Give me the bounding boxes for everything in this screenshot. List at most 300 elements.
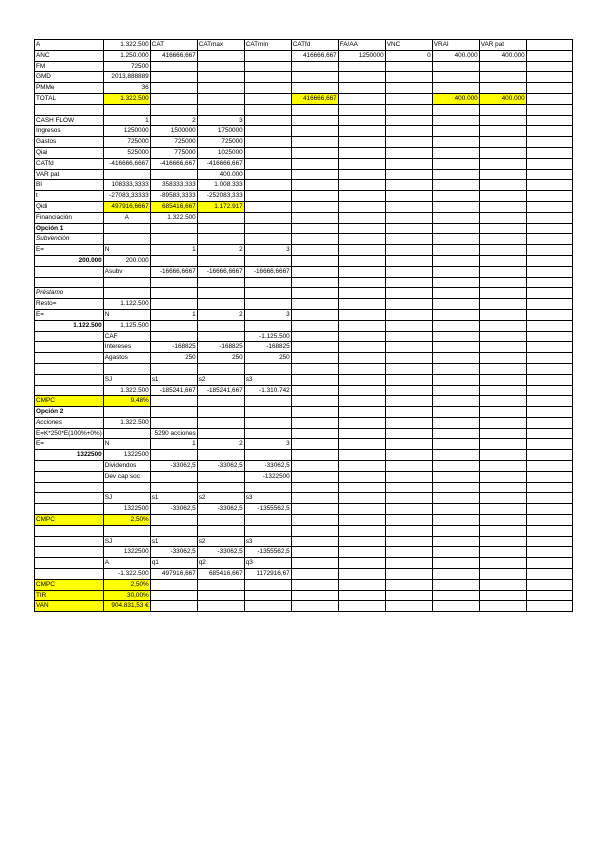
sheet-cell[interactable] <box>197 223 244 234</box>
sheet-cell[interactable] <box>526 288 572 299</box>
sheet-cell[interactable] <box>526 277 572 288</box>
sheet-cell[interactable]: 1322500 <box>103 504 150 515</box>
sheet-cell[interactable]: 1 <box>150 309 197 320</box>
sheet-cell[interactable] <box>526 601 572 612</box>
sheet-cell[interactable] <box>291 374 338 385</box>
sheet-cell[interactable] <box>244 255 291 266</box>
sheet-cell[interactable] <box>150 234 197 245</box>
sheet-cell[interactable] <box>479 137 526 148</box>
sheet-cell[interactable] <box>479 126 526 137</box>
sheet-cell[interactable] <box>291 504 338 515</box>
sheet-cell[interactable]: -16666,6667 <box>150 266 197 277</box>
sheet-cell[interactable] <box>526 385 572 396</box>
sheet-cell[interactable]: -168825 <box>150 342 197 353</box>
sheet-cell[interactable]: 250 <box>197 353 244 364</box>
sheet-cell[interactable] <box>197 428 244 439</box>
sheet-cell[interactable] <box>197 83 244 94</box>
sheet-cell[interactable] <box>432 601 479 612</box>
sheet-cell[interactable] <box>150 450 197 461</box>
sheet-cell[interactable]: q2 <box>197 558 244 569</box>
sheet-cell[interactable] <box>244 590 291 601</box>
sheet-cell[interactable]: CAT <box>150 40 197 51</box>
sheet-cell[interactable]: 725000 <box>103 137 150 148</box>
sheet-cell[interactable] <box>526 320 572 331</box>
sheet-cell[interactable] <box>385 104 432 115</box>
sheet-cell[interactable] <box>35 482 104 493</box>
sheet-cell[interactable]: 1.125.500 <box>103 320 150 331</box>
sheet-cell[interactable] <box>35 536 104 547</box>
sheet-cell[interactable] <box>385 320 432 331</box>
sheet-cell[interactable]: 400.000 <box>479 50 526 61</box>
sheet-cell[interactable]: t <box>35 191 104 202</box>
sheet-cell[interactable] <box>150 601 197 612</box>
sheet-cell[interactable] <box>432 504 479 515</box>
sheet-cell[interactable] <box>150 223 197 234</box>
sheet-cell[interactable] <box>291 158 338 169</box>
sheet-cell[interactable]: -252083,333 <box>197 191 244 202</box>
sheet-cell[interactable] <box>35 461 104 472</box>
sheet-cell[interactable] <box>526 180 572 191</box>
sheet-cell[interactable]: 1 <box>150 245 197 256</box>
sheet-cell[interactable] <box>244 299 291 310</box>
sheet-cell[interactable] <box>35 374 104 385</box>
sheet-cell[interactable]: SJ <box>103 536 150 547</box>
sheet-cell[interactable] <box>479 266 526 277</box>
sheet-cell[interactable] <box>526 158 572 169</box>
sheet-cell[interactable]: 1500000 <box>150 126 197 137</box>
sheet-cell[interactable] <box>338 223 385 234</box>
sheet-cell[interactable] <box>197 50 244 61</box>
sheet-cell[interactable] <box>291 331 338 342</box>
sheet-cell[interactable] <box>338 601 385 612</box>
sheet-cell[interactable] <box>526 191 572 202</box>
sheet-cell[interactable] <box>197 590 244 601</box>
sheet-cell[interactable]: CATmin <box>244 40 291 51</box>
sheet-cell[interactable]: E=K*250*E(100%+0%) <box>35 428 104 439</box>
sheet-cell[interactable]: 1.008.333 <box>197 180 244 191</box>
sheet-cell[interactable] <box>479 61 526 72</box>
sheet-cell[interactable] <box>432 158 479 169</box>
sheet-cell[interactable] <box>432 72 479 83</box>
sheet-cell[interactable]: CMPC <box>35 396 104 407</box>
sheet-cell[interactable] <box>103 169 150 180</box>
sheet-cell[interactable]: 3 <box>197 115 244 126</box>
sheet-cell[interactable] <box>244 223 291 234</box>
sheet-cell[interactable]: CATfd <box>291 40 338 51</box>
sheet-cell[interactable] <box>432 396 479 407</box>
sheet-cell[interactable]: Qiai <box>35 147 104 158</box>
sheet-cell[interactable]: 685416,667 <box>150 201 197 212</box>
sheet-cell[interactable] <box>291 180 338 191</box>
sheet-cell[interactable] <box>291 493 338 504</box>
sheet-cell[interactable] <box>432 363 479 374</box>
sheet-cell[interactable]: 525000 <box>103 147 150 158</box>
sheet-cell[interactable] <box>385 536 432 547</box>
sheet-cell[interactable] <box>150 320 197 331</box>
sheet-cell[interactable] <box>526 115 572 126</box>
sheet-cell[interactable]: -1.322.500 <box>103 569 150 580</box>
sheet-cell[interactable] <box>432 201 479 212</box>
sheet-cell[interactable]: 1.172.917 <box>197 201 244 212</box>
sheet-cell[interactable] <box>244 363 291 374</box>
sheet-cell[interactable] <box>432 558 479 569</box>
sheet-cell[interactable] <box>150 255 197 266</box>
sheet-cell[interactable] <box>338 482 385 493</box>
sheet-cell[interactable] <box>244 277 291 288</box>
sheet-cell[interactable]: Resto= <box>35 299 104 310</box>
sheet-cell[interactable] <box>338 320 385 331</box>
sheet-cell[interactable] <box>432 320 479 331</box>
sheet-cell[interactable]: 1250000 <box>103 126 150 137</box>
sheet-cell[interactable] <box>479 569 526 580</box>
sheet-cell[interactable] <box>479 223 526 234</box>
sheet-cell[interactable] <box>385 569 432 580</box>
sheet-cell[interactable]: 400.000 <box>197 169 244 180</box>
sheet-cell[interactable] <box>479 255 526 266</box>
sheet-cell[interactable]: s1 <box>150 536 197 547</box>
sheet-cell[interactable] <box>432 180 479 191</box>
sheet-cell[interactable] <box>479 342 526 353</box>
sheet-cell[interactable] <box>526 104 572 115</box>
sheet-cell[interactable] <box>526 93 572 104</box>
sheet-cell[interactable] <box>385 158 432 169</box>
sheet-cell[interactable] <box>432 385 479 396</box>
sheet-cell[interactable] <box>385 342 432 353</box>
sheet-cell[interactable] <box>479 601 526 612</box>
sheet-cell[interactable] <box>197 396 244 407</box>
sheet-cell[interactable] <box>479 417 526 428</box>
sheet-cell[interactable] <box>291 147 338 158</box>
sheet-cell[interactable]: Subvención <box>35 234 104 245</box>
sheet-cell[interactable] <box>526 342 572 353</box>
sheet-cell[interactable] <box>338 471 385 482</box>
sheet-cell[interactable] <box>35 353 104 364</box>
sheet-cell[interactable] <box>291 428 338 439</box>
sheet-cell[interactable] <box>150 72 197 83</box>
sheet-cell[interactable]: 2,50% <box>103 515 150 526</box>
sheet-cell[interactable] <box>385 126 432 137</box>
sheet-cell[interactable] <box>291 471 338 482</box>
sheet-cell[interactable] <box>526 309 572 320</box>
sheet-cell[interactable]: 250 <box>150 353 197 364</box>
sheet-cell[interactable]: 1 <box>150 439 197 450</box>
sheet-cell[interactable]: CAF <box>103 331 150 342</box>
sheet-cell[interactable] <box>385 374 432 385</box>
sheet-cell[interactable] <box>291 288 338 299</box>
sheet-cell[interactable] <box>150 288 197 299</box>
sheet-cell[interactable] <box>526 493 572 504</box>
sheet-cell[interactable] <box>197 72 244 83</box>
sheet-cell[interactable] <box>338 504 385 515</box>
sheet-cell[interactable] <box>338 396 385 407</box>
sheet-cell[interactable] <box>479 104 526 115</box>
sheet-cell[interactable] <box>385 266 432 277</box>
sheet-cell[interactable]: N <box>103 309 150 320</box>
sheet-cell[interactable] <box>197 320 244 331</box>
sheet-cell[interactable] <box>385 407 432 418</box>
sheet-cell[interactable] <box>150 579 197 590</box>
sheet-cell[interactable]: 725000 <box>197 137 244 148</box>
sheet-cell[interactable] <box>291 191 338 202</box>
sheet-cell[interactable]: 3 <box>244 309 291 320</box>
sheet-cell[interactable] <box>526 137 572 148</box>
sheet-cell[interactable] <box>338 115 385 126</box>
sheet-cell[interactable] <box>197 515 244 526</box>
sheet-cell[interactable] <box>197 299 244 310</box>
sheet-cell[interactable] <box>291 450 338 461</box>
sheet-cell[interactable]: 108333,3333 <box>103 180 150 191</box>
sheet-cell[interactable] <box>35 493 104 504</box>
sheet-cell[interactable]: 200.000 <box>103 255 150 266</box>
sheet-cell[interactable] <box>244 93 291 104</box>
sheet-cell[interactable] <box>197 450 244 461</box>
sheet-cell[interactable] <box>291 547 338 558</box>
sheet-cell[interactable]: 904.831,53 € <box>103 601 150 612</box>
sheet-cell[interactable] <box>338 93 385 104</box>
sheet-cell[interactable] <box>338 374 385 385</box>
sheet-cell[interactable]: 1025000 <box>197 147 244 158</box>
sheet-cell[interactable] <box>338 255 385 266</box>
sheet-cell[interactable]: 416666,667 <box>291 50 338 61</box>
sheet-cell[interactable] <box>479 158 526 169</box>
sheet-cell[interactable] <box>244 72 291 83</box>
sheet-cell[interactable]: 200.000 <box>35 255 104 266</box>
sheet-cell[interactable]: A <box>103 212 150 223</box>
sheet-cell[interactable] <box>385 147 432 158</box>
sheet-cell[interactable]: 725000 <box>150 137 197 148</box>
sheet-cell[interactable] <box>338 363 385 374</box>
sheet-cell[interactable]: N <box>103 439 150 450</box>
sheet-cell[interactable]: 2 <box>197 439 244 450</box>
sheet-cell[interactable] <box>338 525 385 536</box>
sheet-cell[interactable] <box>291 482 338 493</box>
sheet-cell[interactable]: -33062,5 <box>244 461 291 472</box>
sheet-cell[interactable] <box>103 428 150 439</box>
sheet-cell[interactable] <box>526 471 572 482</box>
sheet-cell[interactable] <box>35 504 104 515</box>
sheet-cell[interactable] <box>432 353 479 364</box>
sheet-cell[interactable] <box>385 212 432 223</box>
sheet-cell[interactable]: E= <box>35 309 104 320</box>
sheet-cell[interactable] <box>432 126 479 137</box>
sheet-cell[interactable] <box>197 407 244 418</box>
sheet-cell[interactable] <box>150 277 197 288</box>
sheet-cell[interactable]: 1.322.500 <box>103 417 150 428</box>
sheet-cell[interactable] <box>385 169 432 180</box>
sheet-cell[interactable] <box>291 277 338 288</box>
sheet-cell[interactable] <box>526 547 572 558</box>
sheet-cell[interactable] <box>479 201 526 212</box>
sheet-cell[interactable] <box>432 104 479 115</box>
sheet-cell[interactable] <box>291 223 338 234</box>
sheet-cell[interactable] <box>291 255 338 266</box>
sheet-cell[interactable]: Dev cap soc <box>103 471 150 482</box>
sheet-cell[interactable] <box>338 288 385 299</box>
sheet-cell[interactable] <box>244 147 291 158</box>
sheet-cell[interactable] <box>244 525 291 536</box>
sheet-cell[interactable]: 358333,333 <box>150 180 197 191</box>
sheet-cell[interactable] <box>244 234 291 245</box>
sheet-cell[interactable] <box>338 461 385 472</box>
sheet-cell[interactable] <box>385 115 432 126</box>
sheet-cell[interactable] <box>432 277 479 288</box>
sheet-cell[interactable] <box>526 504 572 515</box>
sheet-cell[interactable] <box>526 590 572 601</box>
sheet-cell[interactable] <box>526 299 572 310</box>
sheet-cell[interactable]: SJ <box>103 493 150 504</box>
sheet-cell[interactable]: 36 <box>103 83 150 94</box>
sheet-cell[interactable] <box>338 266 385 277</box>
sheet-cell[interactable] <box>338 277 385 288</box>
sheet-cell[interactable]: 3 <box>244 439 291 450</box>
sheet-cell[interactable] <box>197 601 244 612</box>
sheet-cell[interactable] <box>526 266 572 277</box>
sheet-cell[interactable]: SJ <box>103 374 150 385</box>
sheet-cell[interactable]: 2,50% <box>103 579 150 590</box>
sheet-cell[interactable] <box>432 223 479 234</box>
sheet-cell[interactable] <box>244 320 291 331</box>
sheet-cell[interactable] <box>526 83 572 94</box>
sheet-cell[interactable] <box>338 428 385 439</box>
sheet-cell[interactable]: s1 <box>150 493 197 504</box>
sheet-cell[interactable] <box>244 482 291 493</box>
sheet-cell[interactable]: 416666,667 <box>291 93 338 104</box>
sheet-cell[interactable] <box>479 331 526 342</box>
sheet-cell[interactable] <box>35 277 104 288</box>
sheet-cell[interactable] <box>338 547 385 558</box>
sheet-cell[interactable] <box>150 61 197 72</box>
sheet-cell[interactable] <box>150 299 197 310</box>
sheet-cell[interactable]: TIR <box>35 590 104 601</box>
sheet-cell[interactable] <box>35 385 104 396</box>
sheet-cell[interactable] <box>526 40 572 51</box>
sheet-cell[interactable]: -33062,5 <box>150 461 197 472</box>
sheet-cell[interactable]: 1750000 <box>197 126 244 137</box>
sheet-cell[interactable] <box>338 104 385 115</box>
sheet-cell[interactable] <box>526 126 572 137</box>
sheet-cell[interactable] <box>526 428 572 439</box>
sheet-cell[interactable] <box>150 331 197 342</box>
sheet-cell[interactable]: A <box>103 558 150 569</box>
sheet-cell[interactable] <box>526 536 572 547</box>
sheet-cell[interactable] <box>197 417 244 428</box>
sheet-cell[interactable] <box>432 428 479 439</box>
sheet-cell[interactable]: 1250000 <box>338 50 385 61</box>
sheet-cell[interactable] <box>103 525 150 536</box>
sheet-cell[interactable]: TOTAL <box>35 93 104 104</box>
sheet-cell[interactable] <box>479 245 526 256</box>
sheet-cell[interactable] <box>385 72 432 83</box>
sheet-cell[interactable] <box>291 515 338 526</box>
sheet-cell[interactable] <box>291 417 338 428</box>
sheet-cell[interactable] <box>244 428 291 439</box>
sheet-cell[interactable] <box>244 417 291 428</box>
sheet-cell[interactable] <box>432 147 479 158</box>
sheet-cell[interactable] <box>338 439 385 450</box>
sheet-cell[interactable] <box>479 579 526 590</box>
sheet-cell[interactable] <box>244 515 291 526</box>
sheet-cell[interactable] <box>244 407 291 418</box>
sheet-cell[interactable] <box>385 525 432 536</box>
sheet-cell[interactable] <box>526 363 572 374</box>
sheet-cell[interactable] <box>385 471 432 482</box>
sheet-cell[interactable] <box>197 93 244 104</box>
sheet-cell[interactable] <box>197 482 244 493</box>
sheet-cell[interactable] <box>526 50 572 61</box>
sheet-cell[interactable] <box>291 115 338 126</box>
sheet-cell[interactable] <box>35 525 104 536</box>
sheet-cell[interactable] <box>244 61 291 72</box>
sheet-cell[interactable] <box>291 320 338 331</box>
sheet-cell[interactable] <box>150 471 197 482</box>
sheet-cell[interactable] <box>432 374 479 385</box>
sheet-cell[interactable] <box>526 558 572 569</box>
sheet-cell[interactable] <box>385 137 432 148</box>
sheet-cell[interactable] <box>526 169 572 180</box>
sheet-cell[interactable] <box>291 212 338 223</box>
sheet-cell[interactable] <box>479 385 526 396</box>
sheet-cell[interactable] <box>291 169 338 180</box>
sheet-cell[interactable]: VRAI <box>432 40 479 51</box>
sheet-cell[interactable]: Opción 2 <box>35 407 104 418</box>
sheet-cell[interactable] <box>479 320 526 331</box>
sheet-cell[interactable]: -27083,33333 <box>103 191 150 202</box>
sheet-cell[interactable] <box>338 72 385 83</box>
sheet-cell[interactable] <box>150 525 197 536</box>
sheet-cell[interactable]: 400.000 <box>432 50 479 61</box>
sheet-cell[interactable] <box>197 363 244 374</box>
sheet-cell[interactable] <box>526 579 572 590</box>
sheet-cell[interactable] <box>526 515 572 526</box>
sheet-cell[interactable] <box>432 115 479 126</box>
sheet-cell[interactable]: 685416,667 <box>197 569 244 580</box>
sheet-cell[interactable] <box>432 309 479 320</box>
sheet-cell[interactable] <box>291 104 338 115</box>
sheet-cell[interactable] <box>479 212 526 223</box>
sheet-cell[interactable] <box>526 147 572 158</box>
sheet-cell[interactable] <box>197 331 244 342</box>
sheet-cell[interactable]: Gastos <box>35 137 104 148</box>
sheet-cell[interactable] <box>338 515 385 526</box>
sheet-cell[interactable]: CASH FLOW <box>35 115 104 126</box>
sheet-cell[interactable] <box>526 525 572 536</box>
sheet-cell[interactable]: E= <box>35 439 104 450</box>
sheet-cell[interactable]: -1.125.500 <box>244 331 291 342</box>
sheet-cell[interactable] <box>338 234 385 245</box>
sheet-cell[interactable]: -168825 <box>244 342 291 353</box>
sheet-cell[interactable] <box>291 579 338 590</box>
sheet-cell[interactable] <box>385 191 432 202</box>
sheet-cell[interactable]: 2013,888889 <box>103 72 150 83</box>
sheet-cell[interactable] <box>291 126 338 137</box>
sheet-cell[interactable] <box>479 353 526 364</box>
sheet-cell[interactable]: PMMe <box>35 83 104 94</box>
sheet-cell[interactable] <box>432 407 479 418</box>
sheet-cell[interactable] <box>385 417 432 428</box>
sheet-cell[interactable]: VAR pat <box>35 169 104 180</box>
sheet-cell[interactable] <box>291 569 338 580</box>
sheet-cell[interactable] <box>432 61 479 72</box>
sheet-cell[interactable] <box>385 482 432 493</box>
sheet-cell[interactable] <box>526 223 572 234</box>
sheet-cell[interactable] <box>526 374 572 385</box>
sheet-cell[interactable]: q3 <box>244 558 291 569</box>
sheet-cell[interactable] <box>432 515 479 526</box>
sheet-cell[interactable] <box>338 331 385 342</box>
sheet-cell[interactable] <box>432 266 479 277</box>
sheet-cell[interactable]: BI <box>35 180 104 191</box>
sheet-cell[interactable] <box>244 126 291 137</box>
